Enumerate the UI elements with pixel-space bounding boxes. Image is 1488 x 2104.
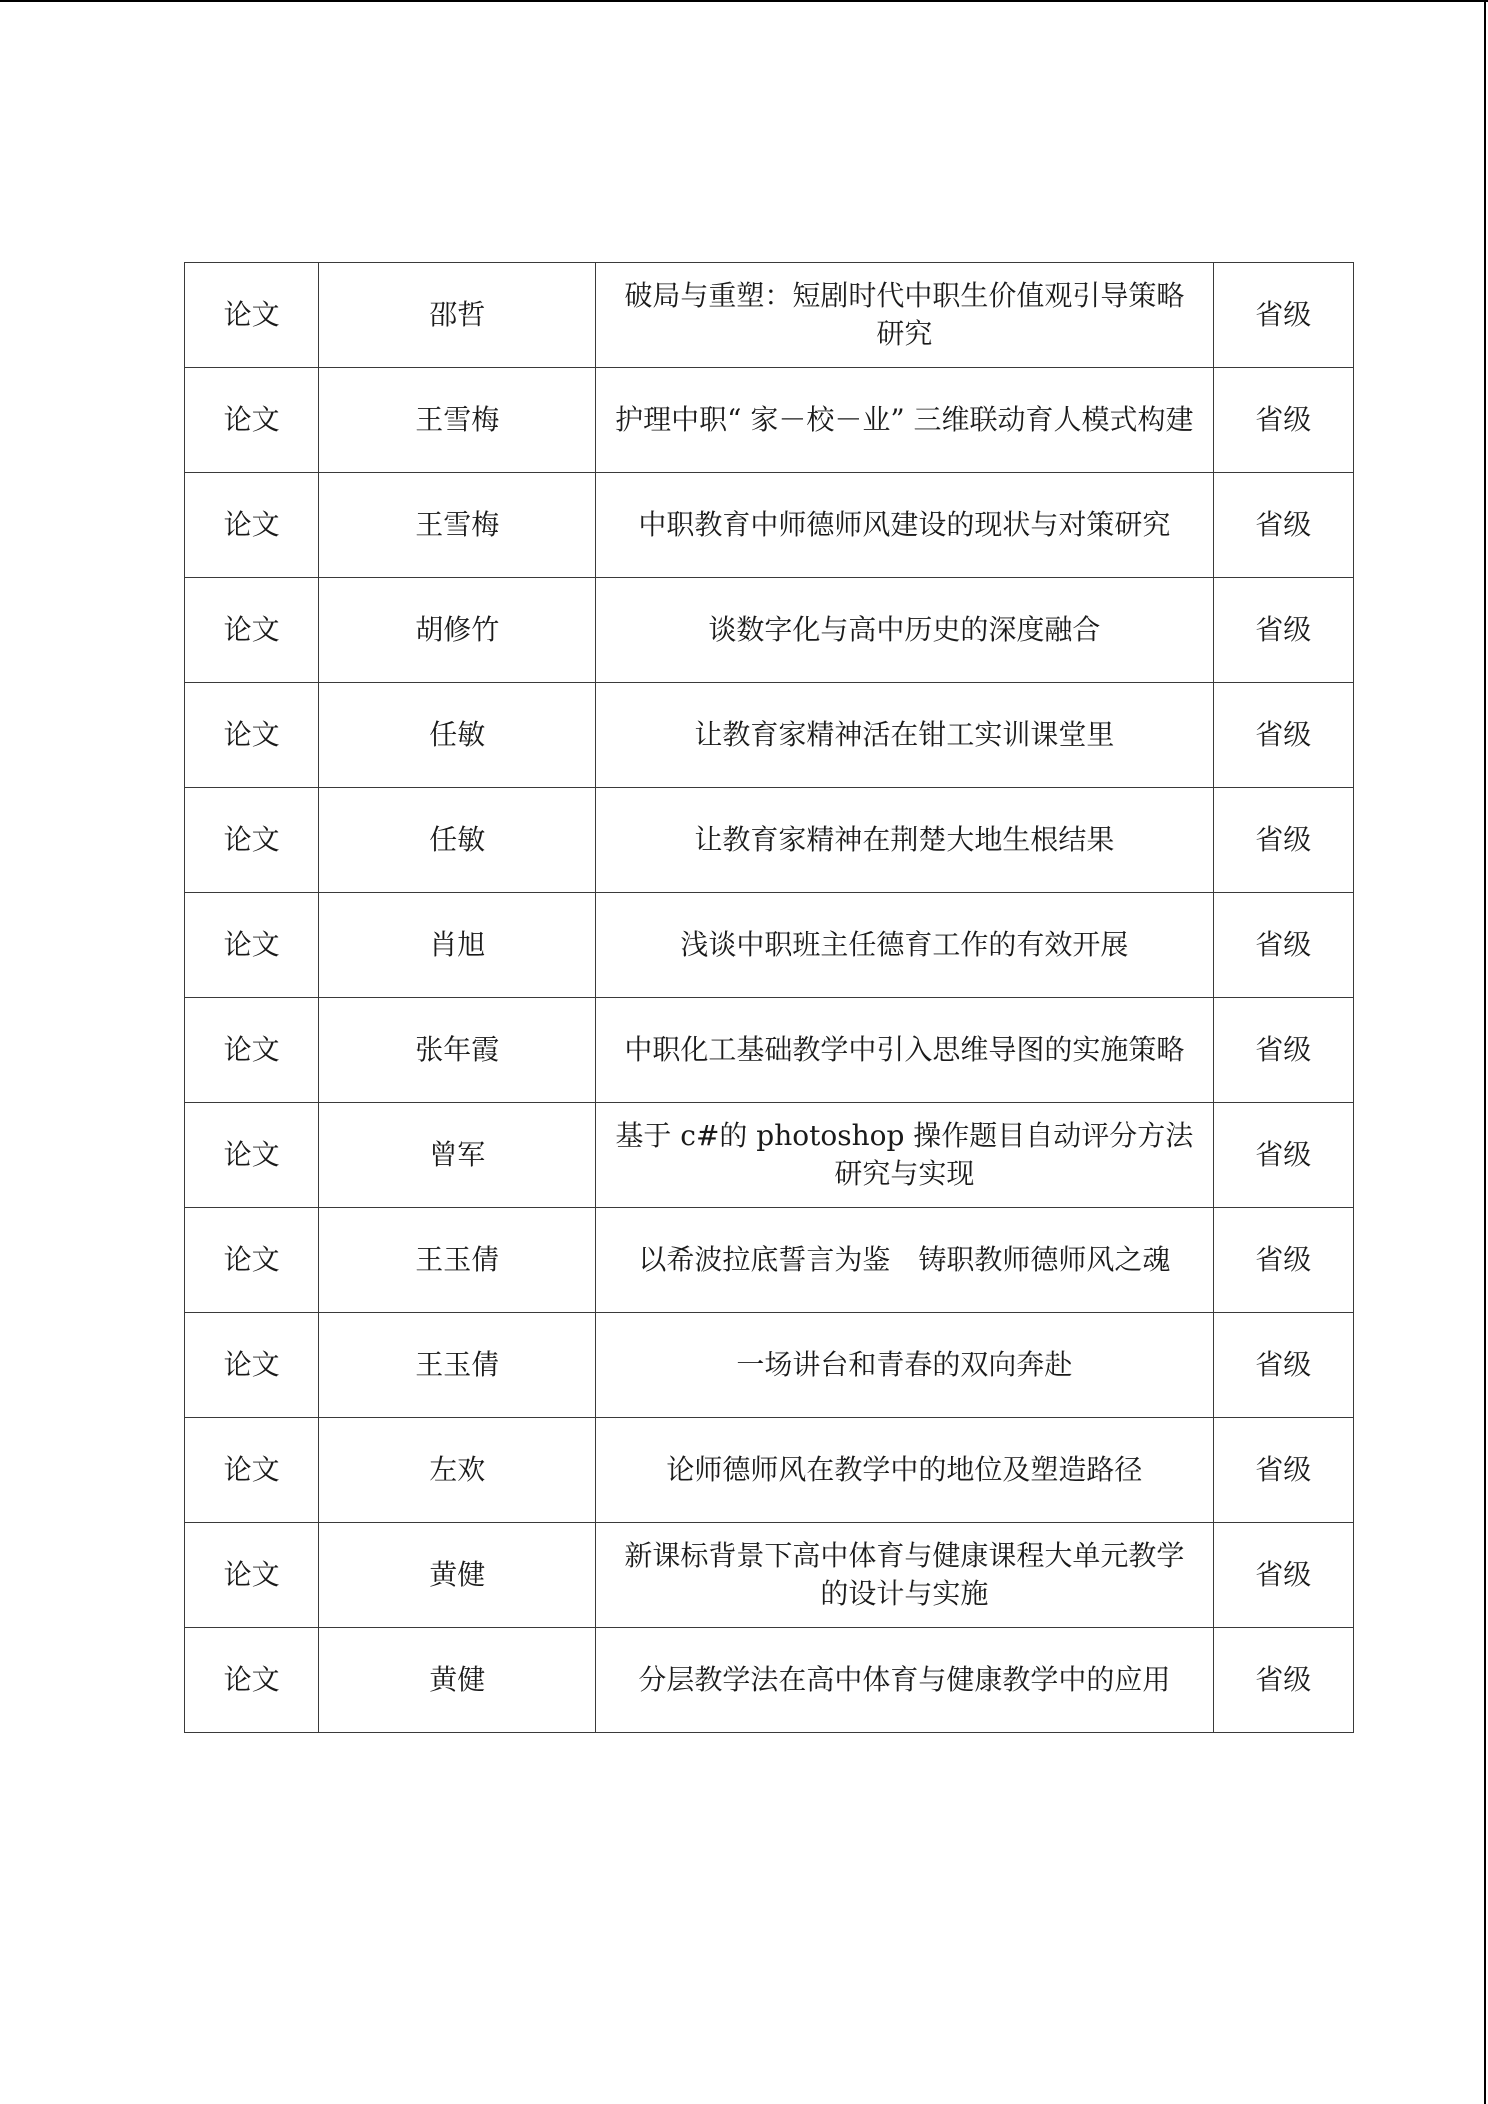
author-cell: 任敏: [319, 788, 596, 893]
awards-table: [184, 262, 1354, 1733]
type-cell: 论文: [185, 368, 319, 473]
level-cell: 省级: [1213, 1418, 1353, 1523]
table-row: [185, 1208, 1354, 1313]
level-cell: 省级: [1213, 368, 1353, 473]
table-row: [185, 683, 1354, 788]
table-row: [185, 1103, 1354, 1208]
table-row: [185, 1523, 1354, 1628]
table-row: [185, 893, 1354, 998]
title-cell: 论师德师风在教学中的地位及塑造路径: [596, 1418, 1214, 1523]
type-cell: 论文: [185, 263, 319, 368]
table-row: [185, 1628, 1354, 1733]
type-cell: 论文: [185, 1628, 319, 1733]
type-cell: 论文: [185, 788, 319, 893]
table-row: [185, 998, 1354, 1103]
level-cell: 省级: [1213, 1313, 1353, 1418]
author-cell: 黄健: [319, 1523, 596, 1628]
author-cell: 曾军: [319, 1103, 596, 1208]
title-cell: 基于 c#的 photoshop 操作题目自动评分方法研究与实现: [596, 1103, 1214, 1208]
table-row: [185, 578, 1354, 683]
title-cell: 中职教育中师德师风建设的现状与对策研究: [596, 473, 1214, 578]
level-cell: 省级: [1213, 788, 1353, 893]
title-cell: 一场讲台和青春的双向奔赴: [596, 1313, 1214, 1418]
page-border-right: [1484, 0, 1486, 2104]
table-row: [185, 788, 1354, 893]
type-cell: 论文: [185, 473, 319, 578]
author-cell: 黄健: [319, 1628, 596, 1733]
type-cell: 论文: [185, 683, 319, 788]
table-row: [185, 473, 1354, 578]
type-cell: 论文: [185, 1208, 319, 1313]
table-row: [185, 263, 1354, 368]
type-cell: 论文: [185, 893, 319, 998]
author-cell: 任敏: [319, 683, 596, 788]
author-cell: 肖旭: [319, 893, 596, 998]
author-cell: 王雪梅: [319, 473, 596, 578]
type-cell: 论文: [185, 578, 319, 683]
table-row: [185, 1313, 1354, 1418]
title-cell: 谈数字化与高中历史的深度融合: [596, 578, 1214, 683]
level-cell: 省级: [1213, 1103, 1353, 1208]
type-cell: 论文: [185, 1418, 319, 1523]
title-cell: 让教育家精神活在钳工实训课堂里: [596, 683, 1214, 788]
level-cell: 省级: [1213, 998, 1353, 1103]
author-cell: 左欢: [319, 1418, 596, 1523]
level-cell: 省级: [1213, 578, 1353, 683]
title-cell: 中职化工基础教学中引入思维导图的实施策略: [596, 998, 1214, 1103]
level-cell: 省级: [1213, 1208, 1353, 1313]
author-cell: 王玉倩: [319, 1208, 596, 1313]
level-cell: 省级: [1213, 893, 1353, 998]
title-cell: 新课标背景下高中体育与健康课程大单元教学的设计与实施: [596, 1523, 1214, 1628]
title-cell: 破局与重塑：短剧时代中职生价值观引导策略研究: [596, 263, 1214, 368]
level-cell: 省级: [1213, 263, 1353, 368]
table-row: [185, 1418, 1354, 1523]
title-cell: 以希波拉底誓言为鉴 铸职教师德师风之魂: [596, 1208, 1214, 1313]
table-row: [185, 368, 1354, 473]
level-cell: 省级: [1213, 683, 1353, 788]
type-cell: 论文: [185, 1103, 319, 1208]
author-cell: 胡修竹: [319, 578, 596, 683]
type-cell: 论文: [185, 1313, 319, 1418]
page-border-top: [0, 0, 1488, 2]
level-cell: 省级: [1213, 1523, 1353, 1628]
title-cell: 护理中职“ 家－校－业” 三维联动育人模式构建: [596, 368, 1214, 473]
author-cell: 王玉倩: [319, 1313, 596, 1418]
author-cell: 张年霞: [319, 998, 596, 1103]
level-cell: 省级: [1213, 473, 1353, 578]
title-cell: 浅谈中职班主任德育工作的有效开展: [596, 893, 1214, 998]
type-cell: 论文: [185, 998, 319, 1103]
title-cell: 让教育家精神在荆楚大地生根结果: [596, 788, 1214, 893]
level-cell: 省级: [1213, 1628, 1353, 1733]
author-cell: 王雪梅: [319, 368, 596, 473]
author-cell: 邵哲: [319, 263, 596, 368]
title-cell: 分层教学法在高中体育与健康教学中的应用: [596, 1628, 1214, 1733]
type-cell: 论文: [185, 1523, 319, 1628]
